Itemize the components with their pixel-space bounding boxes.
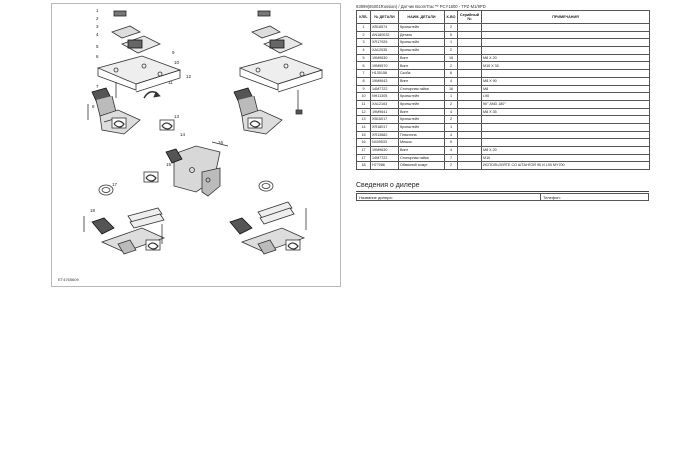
callout-number: 2 — [96, 16, 99, 21]
table-cell: Скоба — [399, 70, 445, 78]
center-bracket — [160, 120, 228, 196]
table-cell — [458, 100, 482, 108]
table-cell — [482, 139, 650, 147]
table-row — [357, 123, 650, 131]
table-row — [357, 70, 650, 78]
table-cell — [458, 54, 482, 62]
table-row — [357, 108, 650, 116]
callout-number: 11 — [168, 80, 173, 85]
table-cell: Винт — [399, 77, 445, 85]
left-lower-assembly — [84, 172, 164, 254]
table-cell — [458, 39, 482, 47]
column-header: К-ВО — [445, 11, 458, 24]
right-lower-assembly — [230, 181, 306, 254]
table-cell: Обвязной хомут — [399, 162, 445, 170]
table-cell: XR17926 — [371, 39, 399, 47]
table-cell: 2 — [445, 24, 458, 32]
table-cell: 14 — [357, 123, 371, 131]
table-cell: Кронштейн — [399, 116, 445, 124]
table-row — [357, 147, 650, 155]
table-cell: 7 — [445, 154, 458, 162]
table-cell: Винт — [399, 62, 445, 70]
table-cell — [482, 39, 650, 47]
callout-number: 3 — [96, 24, 99, 29]
table-cell: 19M9641 — [371, 108, 399, 116]
dealer-divider — [356, 191, 649, 192]
table-cell: Кронштейн — [399, 123, 445, 131]
table-row — [357, 39, 650, 47]
table-cell: XR13682 — [371, 131, 399, 139]
left-upper-assembly — [88, 11, 180, 134]
table-cell: XB16574 — [371, 24, 399, 32]
table-cell: Винт — [399, 147, 445, 155]
table-cell — [458, 70, 482, 78]
table-row — [357, 47, 650, 55]
table-cell: 5 — [445, 31, 458, 39]
table-cell: 4 — [445, 131, 458, 139]
table-cell: L90 — [482, 93, 650, 101]
table-cell: 19M9643 — [371, 77, 399, 85]
table-cell: 7 — [357, 70, 371, 78]
table-cell — [458, 131, 482, 139]
table-cell — [482, 47, 650, 55]
table-cell: N409533 — [371, 139, 399, 147]
table-cell — [458, 123, 482, 131]
callout-number: 18 — [90, 208, 96, 213]
table-row — [357, 116, 650, 124]
table-cell: Пластина — [399, 131, 445, 139]
table-cell: Кронштейн — [399, 39, 445, 47]
table-cell: Деталь — [399, 31, 445, 39]
table-cell: NH11305 — [371, 93, 399, 101]
table-cell: 19M9630 — [371, 54, 399, 62]
table-cell: M10 — [482, 154, 650, 162]
callout-number: 8 — [92, 104, 95, 109]
table-row — [357, 85, 650, 93]
table-cell: 2 — [445, 47, 458, 55]
table-cell: Винт — [399, 54, 445, 62]
table-cell: 6 — [357, 62, 371, 70]
table-cell: 5 — [357, 54, 371, 62]
table-cell — [458, 116, 482, 124]
table-cell: Кронштейн — [399, 100, 445, 108]
table-cell: 10 — [357, 93, 371, 101]
table-cell — [458, 139, 482, 147]
table-cell: 6 — [445, 70, 458, 78]
table-cell — [482, 131, 650, 139]
table-cell — [458, 147, 482, 155]
table-cell — [482, 70, 650, 78]
table-cell — [482, 31, 650, 39]
table-cell: 2 — [445, 116, 458, 124]
table-cell: 4 — [445, 77, 458, 85]
table-cell: Стопорная гайка — [399, 85, 445, 93]
table-cell — [458, 62, 482, 70]
table-row — [357, 62, 650, 70]
table-row — [357, 139, 650, 147]
table-cell: M8 — [482, 85, 650, 93]
column-header: № ДЕТАЛИ — [371, 11, 399, 24]
table-cell — [458, 154, 482, 162]
table-cell: 5 — [445, 139, 458, 147]
table-cell — [458, 108, 482, 116]
parts-drawing — [52, 4, 342, 288]
document-header: 63999(65001Russian) / Датчик BoomTrac™ PCY1800 - TPZ-M1/9PD — [356, 4, 486, 9]
table-cell: Кронштейн — [399, 24, 445, 32]
table-cell: 3 — [357, 39, 371, 47]
table-cell: XA12163 — [371, 100, 399, 108]
table-cell: 17 — [357, 147, 371, 155]
table-cell: XB16017 — [371, 116, 399, 124]
table-row — [357, 93, 650, 101]
table-cell: AN180032 — [371, 31, 399, 39]
column-header: НАИМ. ДЕТАЛИ — [399, 11, 445, 24]
table-cell: 16 — [445, 85, 458, 93]
table-cell: 18 — [357, 162, 371, 170]
table-cell: 1 — [445, 39, 458, 47]
table-cell: 17 — [357, 154, 371, 162]
callout-number: 16 — [218, 140, 224, 145]
diagram-code: ET4765609 — [58, 277, 79, 282]
callout-number: 10 — [174, 60, 180, 65]
callout-number: 6 — [96, 54, 99, 59]
table-cell: H77086 — [371, 162, 399, 170]
table-cell — [482, 24, 650, 32]
callout-number: 15 — [166, 162, 172, 167]
table-cell: XA12935 — [371, 47, 399, 55]
table-cell: Мешок — [399, 139, 445, 147]
table-cell: Винт — [399, 108, 445, 116]
dealer-phone-label: Телефон: — [543, 194, 561, 200]
column-header: ПРИМЕЧАНИЯ — [482, 11, 650, 24]
callout-number: 17 — [112, 182, 118, 187]
table-cell — [458, 77, 482, 85]
table-cell: Кронштейн — [399, 93, 445, 101]
callout-number: 4 — [96, 32, 99, 37]
table-cell: H135158 — [371, 70, 399, 78]
table-cell: ИСПОЛЬЗУЙТЕ СО ШТАНГОЙ 90 И L90 MY700 — [482, 162, 650, 170]
parts-table-header — [357, 11, 650, 24]
table-cell: 16 — [445, 54, 458, 62]
table-row — [357, 162, 650, 170]
table-row — [357, 24, 650, 32]
table-cell: M8 X 20 — [482, 147, 650, 155]
table-cell: XR18017 — [371, 123, 399, 131]
table-cell: 15 — [357, 131, 371, 139]
table-cell: 13 — [357, 116, 371, 124]
column-header: КЛБ. — [357, 11, 371, 24]
table-row — [357, 154, 650, 162]
table-cell — [458, 85, 482, 93]
table-cell — [458, 31, 482, 39]
callout-number: 14 — [180, 132, 186, 137]
table-cell: M10 X 30 — [482, 62, 650, 70]
callout-number: 9 — [172, 50, 175, 55]
table-cell: M8 X 35 — [482, 108, 650, 116]
table-cell: 90° AND 180° — [482, 100, 650, 108]
right-upper-assembly — [234, 11, 322, 134]
table-cell: 1 — [445, 93, 458, 101]
table-cell: 1 — [445, 123, 458, 131]
table-row — [357, 77, 650, 85]
table-cell: Кронштейн — [399, 47, 445, 55]
table-cell: 14M7722 — [371, 154, 399, 162]
callout-number: 5 — [96, 44, 99, 49]
table-cell: 2 — [445, 62, 458, 70]
table-cell: 14M7722 — [371, 85, 399, 93]
callout-number: 13 — [174, 114, 180, 119]
table-cell: 4 — [445, 108, 458, 116]
table-row — [357, 31, 650, 39]
table-row — [357, 100, 650, 108]
table-cell: 16 — [357, 139, 371, 147]
table-cell: Стопорная гайка — [399, 154, 445, 162]
dealer-section-title: Сведения о дилере — [356, 182, 420, 189]
table-cell: 19M9630 — [371, 147, 399, 155]
table-cell — [458, 24, 482, 32]
callout-number: 1 — [96, 8, 99, 13]
exploded-parts-diagram — [51, 3, 341, 287]
table-cell: M8 X 90 — [482, 77, 650, 85]
parts-table-body — [357, 24, 650, 170]
table-cell — [482, 116, 650, 124]
table-cell — [458, 93, 482, 101]
column-header: Серийный № — [458, 11, 482, 24]
table-cell: 11 — [357, 100, 371, 108]
parts-table — [356, 10, 650, 170]
table-cell: 2 — [357, 31, 371, 39]
dealer-name-label: Название дилера: — [359, 194, 393, 200]
table-cell: 1 — [357, 24, 371, 32]
table-cell: M8 X 20 — [482, 54, 650, 62]
table-row — [357, 131, 650, 139]
table-cell: 4 — [357, 47, 371, 55]
table-row — [357, 54, 650, 62]
dealer-phone-cell — [541, 194, 651, 200]
table-cell: 2 — [445, 162, 458, 170]
callout-number: 12 — [186, 74, 192, 79]
table-cell: 4 — [445, 147, 458, 155]
table-cell: 2 — [445, 100, 458, 108]
dealer-info-table — [356, 193, 649, 201]
dealer-name-cell — [357, 194, 541, 200]
callout-number: 7 — [96, 84, 99, 89]
table-cell: 19M9570 — [371, 62, 399, 70]
table-cell: 12 — [357, 108, 371, 116]
table-cell — [458, 162, 482, 170]
table-cell: 9 — [357, 85, 371, 93]
table-cell: 8 — [357, 77, 371, 85]
table-cell — [482, 123, 650, 131]
table-cell — [458, 47, 482, 55]
